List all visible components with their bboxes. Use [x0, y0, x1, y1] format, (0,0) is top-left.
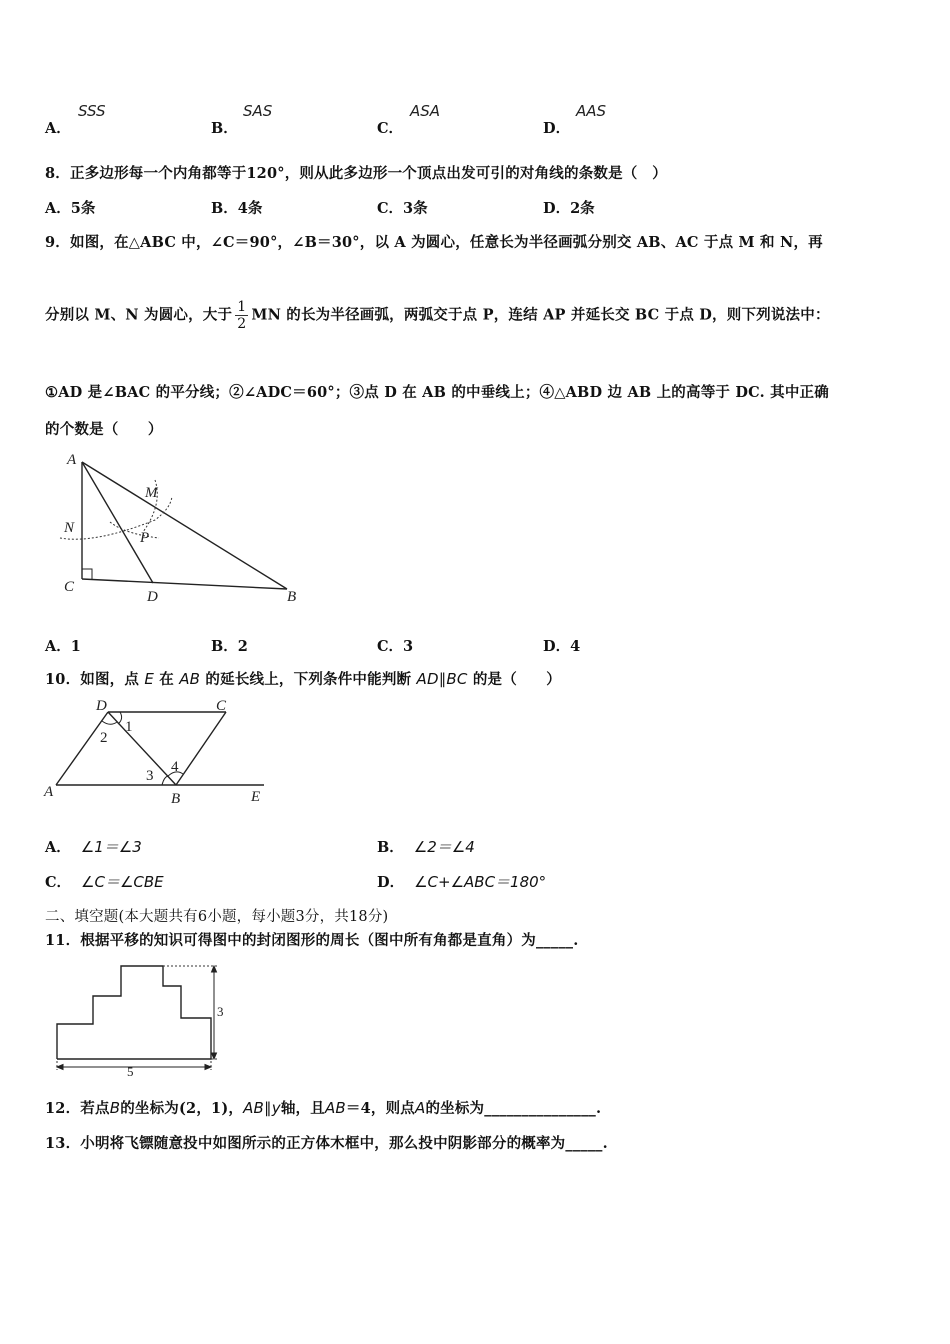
q10-option-d-letter: D．	[377, 874, 405, 891]
q11-label-width: 5	[127, 1064, 134, 1078]
q9-line2	[45, 299, 830, 332]
q12-pre: 12．若点	[45, 1100, 110, 1117]
q7-option-b-letter: B．	[211, 120, 238, 137]
q10-stem-mid1: 在	[159, 671, 174, 688]
q10-option-c-letter: C．	[45, 874, 72, 891]
q10-ab: AB	[179, 670, 201, 688]
q10-stem-pre: 10．如图，点	[45, 671, 140, 688]
q7-option-c-letter: C．	[377, 120, 404, 137]
q9-fraction	[235, 299, 248, 332]
q9-label-d: D	[147, 589, 158, 605]
q11-staircase-shape	[57, 966, 211, 1059]
q10-option-b-text: ∠2＝∠4	[413, 838, 475, 856]
q10-stem-post: 的是（ ）	[472, 671, 562, 688]
q10-stem-mid2: 的延长线上，下列条件中能判断	[205, 671, 412, 688]
q10-angle-4: 4	[171, 759, 179, 775]
q11-figure	[45, 956, 235, 1078]
q9-line2-post: MN 的长为半径画弧，两弧交于点 P，连结 AP 并延长交 BC 于点 D，则下列说法中：	[251, 306, 830, 324]
q10-option-c-text: ∠C＝∠CBE	[81, 873, 164, 891]
q12-mid3: ＝4，则点	[345, 1100, 415, 1117]
q12-point-b: B	[109, 1099, 121, 1117]
q12-post: 的坐标为_______________.	[425, 1100, 602, 1117]
q10-label-d: D	[96, 698, 107, 714]
q10-label-c: C	[216, 698, 227, 714]
q12-mid2: 轴，且	[280, 1100, 325, 1117]
q8-option-b: B．4条	[211, 200, 263, 217]
q10-option-a-text: ∠1＝∠3	[80, 838, 142, 856]
q10-angle-arc-2	[102, 721, 117, 724]
q10-angle-1: 1	[125, 719, 133, 735]
q9-frac-num: 1	[237, 299, 247, 315]
q8-option-d: D．2条	[543, 200, 595, 217]
q9-frac-den: 2	[237, 316, 247, 332]
section-2-title: 二、填空题(本大题共有6小题，每小题3分，共18分)	[45, 909, 389, 925]
q10-option-d	[377, 871, 546, 892]
q9-line2-pre: 分别以 M、N 为圆心，大于	[45, 306, 233, 324]
q9-right-angle-mark	[82, 569, 92, 579]
q9-option-a: A．1	[45, 638, 81, 655]
q10-side-ad	[56, 712, 108, 785]
q10-option-c	[45, 871, 164, 892]
q12-point-a: A	[414, 1099, 426, 1117]
q9-option-c: C．3	[377, 638, 414, 655]
q13-stem: 13．小明将飞镖随意投中如图所示的正方体木框中，那么投中阴影部分的概率为_____.	[45, 1135, 608, 1152]
q8-option-c: C．3条	[377, 200, 428, 217]
q7-option-d-letter: D．	[543, 120, 571, 137]
q9-arc-from-n	[110, 522, 159, 538]
q10-stem	[45, 668, 561, 689]
q9-label-b: B	[287, 589, 297, 605]
q10-option-d-text: ∠C+∠ABC＝180°	[414, 873, 547, 891]
q10-angle-2: 2	[100, 730, 108, 746]
q9-side-ab	[82, 462, 287, 589]
q7-option-d-text: AAS	[576, 102, 607, 120]
q9-option-d: D．4	[543, 638, 581, 655]
q9-side-cb	[82, 579, 287, 589]
q10-option-b-letter: B．	[377, 839, 404, 856]
q7-option-a-letter: A．	[45, 120, 71, 137]
q7-option-c-text: ASA	[410, 102, 441, 120]
q10-label-a: A	[44, 784, 54, 800]
q9-label-m: M	[145, 485, 158, 501]
q7-option-b-text: SAS	[243, 102, 273, 120]
q12-stem	[45, 1097, 601, 1118]
q10-angle-3: 3	[146, 768, 154, 784]
q10-option-a	[45, 836, 142, 857]
q7-option-a-text: SSS	[78, 102, 106, 120]
q12-ab-parallel-y: AB∥y	[243, 1099, 281, 1117]
q10-label-e: E	[251, 789, 261, 805]
q9-line-ad	[82, 462, 153, 583]
q12-ab: AB	[324, 1099, 346, 1117]
q11-stem: 11．根据平移的知识可得图中的封闭图形的周长（图中所有角都是直角）为_____.	[45, 932, 579, 949]
q9-line1: 9．如图，在△ABC 中，∠C＝90°，∠B＝30°，以 A 为圆心，任意长为半径画弧分别交 AB、AC 于点 M 和 N，再	[45, 234, 823, 251]
q8-stem: 8．正多边形每一个内角都等于120°，则从此多边形一个顶点出发可引的对角线的条数是（ ）	[45, 165, 667, 182]
q9-figure	[55, 448, 315, 608]
q11-label-height: 3	[217, 1004, 224, 1019]
q9-option-b: B．2	[211, 638, 248, 655]
q10-diagonal-db	[108, 712, 176, 785]
q10-label-b: B	[171, 791, 181, 807]
q10-option-a-letter: A．	[45, 839, 71, 856]
q12-mid1: 的坐标为(2，1)，	[120, 1100, 244, 1117]
q9-label-p: P	[140, 530, 150, 546]
q8-option-a: A．5条	[45, 200, 96, 217]
q10-angle-arc-1	[118, 712, 122, 724]
q10-option-b	[377, 836, 475, 857]
q10-angle-arc-3	[162, 776, 168, 785]
q10-figure	[40, 693, 280, 808]
q9-line3: ①AD 是∠BAC 的平分线；②∠ADC＝60°；③点 D 在 AB 的中垂线上；④△ABD 边 AB 上的高等于 DC. 其中正确	[45, 384, 829, 401]
q10-side-bc	[176, 712, 226, 785]
q9-label-a: A	[67, 452, 77, 468]
q9-line4: 的个数是（ ）	[45, 421, 163, 438]
q9-arc-center-a	[60, 496, 172, 539]
q10-ad-parallel-bc: AD∥BC	[416, 670, 468, 688]
q9-label-c: C	[64, 579, 75, 595]
q9-label-n: N	[64, 520, 75, 536]
q10-point-e: E	[144, 670, 155, 688]
